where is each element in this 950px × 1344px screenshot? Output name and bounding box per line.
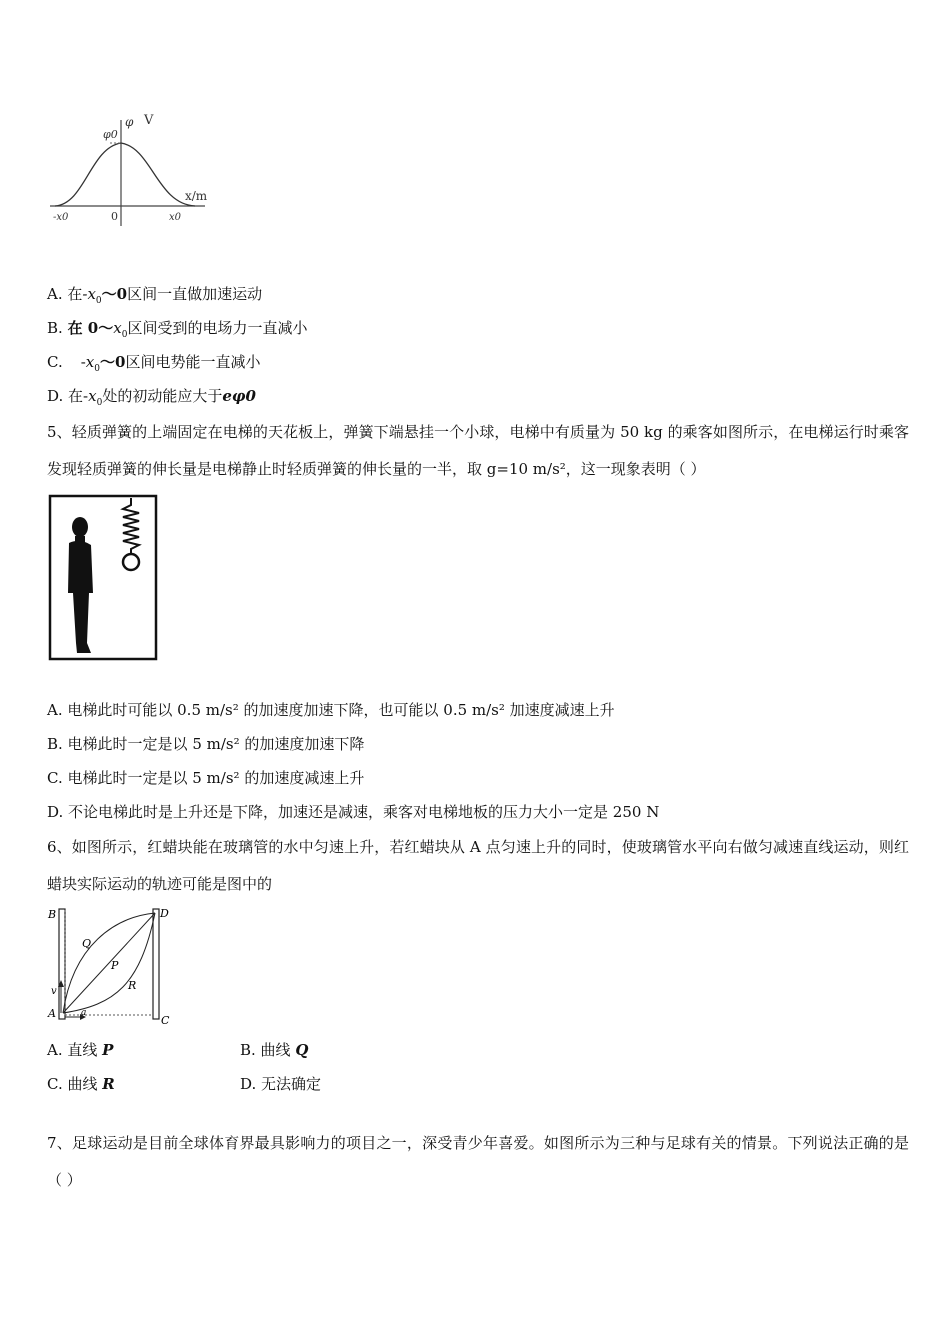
q6-option-b: B. 曲线 Q — [240, 1041, 309, 1059]
right-tube — [153, 909, 159, 1019]
trajectory-figure — [45, 905, 175, 1027]
q4-option-a: A. 在$-x_0\sim 0$区间一直做加速运动 — [47, 285, 263, 306]
q6-option-c: C. 曲线 R — [47, 1075, 115, 1093]
ball — [123, 554, 139, 570]
neg-x0-label: -x0 — [53, 212, 69, 223]
q6-stem: 6、如图所示，红蜡块能在玻璃管的水中匀速上升，若红蜡块从 A 点匀速上升的同时，使玻璃管水平向右做匀减速直线运动，则红蜡块实际运动的轨迹可能是图中的 — [47, 838, 910, 893]
label-q: Q — [82, 937, 92, 950]
y-axis-label: φ — [125, 115, 134, 129]
y-axis-unit: V — [144, 113, 154, 128]
q5-stem: 5、轻质弹簧的上端固定在电梯的天花板上，弹簧下端悬挂一个小球，电梯中有质量为 50 kg 的乘客如图所示，在电梯运行时乘客发现轻质弹簧的伸长量是电梯静止时轻质弹簧的伸长量的一半，取 g=10 m/s²，这一现象表明（ ） — [47, 423, 910, 478]
q6-option-d: D. 无法确定 — [240, 1075, 322, 1093]
label-accel: a — [81, 1008, 87, 1018]
label-v: v — [51, 986, 57, 997]
pos-x0-label: x0 — [169, 212, 182, 223]
q4-option-b: B. 在 $0\sim x_0$区间受到的电场力一直减小 — [47, 319, 308, 340]
q5-option-b: B. 电梯此时一定是以 5 m/s² 的加速度加速下降 — [47, 735, 365, 753]
label-a-point: A — [48, 1007, 56, 1020]
elevator-figure — [47, 493, 159, 663]
origin-label: 0 — [111, 210, 118, 223]
label-b: B — [48, 908, 57, 921]
potential-graph — [45, 108, 220, 233]
x-axis-label: x/m — [185, 189, 208, 203]
q4-option-d: D. 在$-x_0$处的初动能应大于eφ0 — [47, 387, 256, 408]
potential-curve — [55, 143, 195, 206]
label-d: D — [160, 907, 169, 920]
q5-option-c: C. 电梯此时一定是以 5 m/s² 的加速度减速上升 — [47, 769, 365, 787]
elevator-frame — [50, 496, 156, 659]
label-r: R — [128, 979, 137, 992]
left-tube — [59, 909, 65, 1019]
q5-option-d: D. 不论电梯此时是上升还是下降，加速还是减速，乘客对电梯地板的压力大小一定是 250 N — [47, 803, 660, 821]
peak-label: φ0 — [103, 128, 118, 141]
label-c: C — [161, 1014, 170, 1027]
label-p: P — [111, 959, 119, 972]
q4-option-c: C. $-x_0\sim 0$区间电势能一直减小 — [47, 353, 261, 374]
q5-option-a: A. 电梯此时可能以 0.5 m/s² 的加速度加速下降，也可能以 0.5 m/s² 加速度减速上升 — [47, 701, 615, 719]
q6-option-a: A. 直线 P — [47, 1041, 114, 1059]
q7-stem: 7、足球运动是目前全球体育界最具影响力的项目之一，深受青少年喜爱。如图所示为三种与足球有关的情景。下列说法正确的是（ ） — [47, 1134, 909, 1189]
